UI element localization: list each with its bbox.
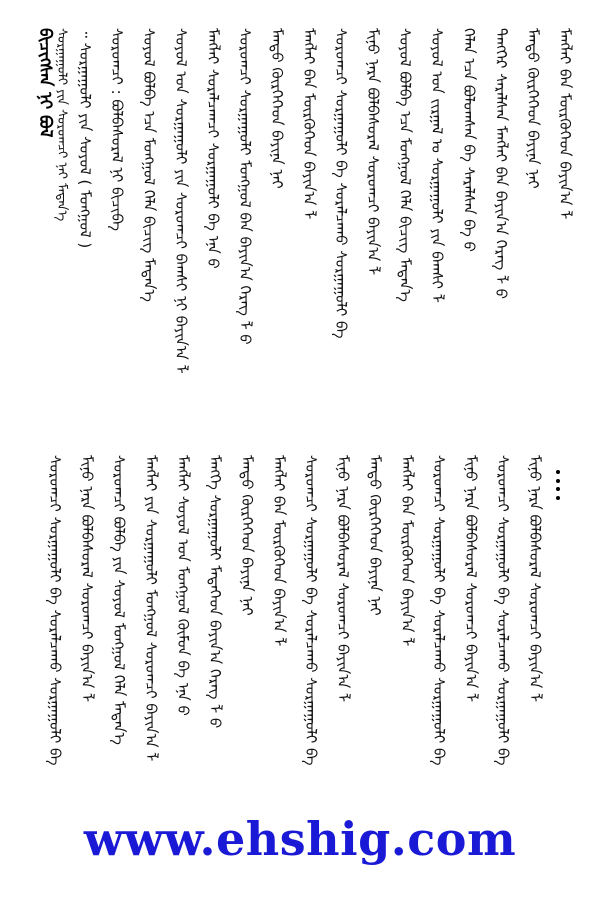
text-column: ᠰᠤᠷᠤᠭᠴᠢ ᠰᠤᠷᠭᠠᠭᠤᠯᠢ ᠪᠠ ᠰᠤᠷᠠᠯᠴᠠᠬᠤ ᠰᠤᠷᠭᠠᠭᠤᠯᠢ ᠪᠠ — [332, 28, 350, 339]
text-column: ᠮᠢᠨᠦ ᠨᠡᠷᠡ ᠪᠣᠯᠪᠠᠰᠤᠷᠠᠯ ᠰᠤᠷᠤᠭᠴᠢ ᠪᠠᠶᠢᠨ᠎ᠠ ᠯ — [334, 455, 352, 703]
text-column: ᠰᠣᠶᠣᠯ ᠤᠨ ᠵᠢᠷᠭᠠᠯ ᠤ ᠰᠤᠷᠭᠠᠭᠤᠯᠢ ᠶᠢᠨ ᠪᠠᠭᠰᠢ ᠯ — [428, 28, 446, 303]
text-column: ᠮᠠᠩᠯᠠᠢ ᠪᠡᠨ ᠮᠦᠷᠭᠦᠭᠡᠳ ᠪᠠᠶᠢᠨ᠎ᠠ ᠯ — [300, 28, 318, 220]
text-column: ᠰᠤᠷᠤᠭᠴᠢ ᠰᠤᠷᠭᠠᠭᠤᠯᠢ ᠪᠠ ᠰᠤᠷᠠᠯᠴᠠᠬᠤ ᠰᠤᠷᠭᠠᠭᠤᠯᠢ ᠪᠠ — [430, 455, 448, 766]
text-column: ᠰᠤᠷᠤᠭᠴᠢ ᠪᠣᠯᠪᠠ ᠶᠢᠨ ᠰᠣᠶᠣᠯ ᠮᠣᠩᠭᠣᠯ ᠬᠡᠯᠡ ᠮᠡᠳᠡᠨ᠎ᠡ — [110, 455, 128, 745]
text-column: ᠰᠣᠶᠣᠯ ᠤᠨ ᠰᠤᠷᠭᠠᠭᠤᠯᠢ ᠶᠢᠨ ᠰᠤᠷᠤᠭᠴᠢ ᠪᠠᠭᠰᠢ ᠨᠢ ᠪᠠᠶᠢᠨ᠎ᠠ ᠯ — [172, 28, 190, 374]
text-column: ᠮᠠᠩᠯᠠᠢ ᠪᠡᠨ ᠮᠦᠷᠭᠦᠭᠡᠳ ᠪᠠᠶᠢᠨ᠎ᠠ ᠯ — [556, 28, 574, 220]
text-column: ᠮᠠᠩᠯᠠᠢ ᠶᠢᠨ ᠰᠤᠷᠭᠠᠭᠤᠯᠢ ᠮᠣᠩᠭᠣᠯ ᠰᠤᠷᠤᠭᠴᠢ ᠪᠠᠶᠢᠨ᠎ᠠ ᠯ — [142, 455, 160, 762]
text-column: ᠮᠠᠩᠯᠠᠢ ᠪᠡᠨ ᠮᠦᠷᠭᠦᠭᠡᠳ ᠪᠠᠶᠢᠨ᠎ᠠ ᠯ — [270, 455, 288, 647]
text-column: ᠰᠤᠷᠭᠠᠭᠤᠯᠢ ᠶᠢᠨ ᠰᠤᠷᠤᠭᠴᠢ ᠨᠠᠢ ᠮᠡᠳᠡᠨ᠎ᠡ — [54, 28, 69, 222]
text-column: ᠰᠣᠶᠣᠯ ᠪᠣᠯᠪᠠ ᠡᠴᠡ ᠮᠣᠩᠭᠣᠯ ᠬᠡᠯᠡ ᠪᠢᠴᠢᠭ ᠮᠡᠳᠡᠨ᠎ᠡ — [396, 28, 414, 302]
text-column: ᠰᠤᠷᠤᠭᠴᠢ ᠰᠤᠷᠭᠠᠭᠤᠯᠢ ᠪᠠ ᠰᠤᠷᠠᠯᠴᠠᠬᠤ ᠰᠤᠷᠭᠠᠭᠤᠯᠢ ᠪᠠ — [302, 455, 320, 766]
text-column: ᠃ ᠰᠤᠷᠭᠠᠭᠤᠯᠢ ᠶᠢᠨ ᠰᠣᠶᠣᠯ ( ᠮᠣᠩᠭᠣᠯ ) — [76, 28, 94, 249]
text-column: ᠮᠢᠨᠦ ᠨᠡᠷᠡ ᠪᠣᠯᠪᠠᠰᠤᠷᠠᠯ ᠰᠤᠷᠤᠭᠴᠢ ᠪᠠᠶᠢᠨ᠎ᠠ ᠯ — [462, 455, 480, 703]
ellipsis-marker — [556, 470, 562, 500]
text-column: ᠮᠡᠨᠳᠦ ᠬᠦᠷᠭᠡᠭᠡᠳ ᠪᠠᠶᠢᠨᠠ ᠨᠠᠢ — [268, 28, 286, 189]
text-column: ᠮᠡᠩᠬᠡ ᠰᠤᠷᠭᠠᠭᠤᠯᠢ ᠮᠡᠳᠡᠭᠡᠳ ᠪᠠᠶᠢᠨ᠎ᠠ ᠬᠡᠷᠡᠭ ᠯ ᠪ — [206, 455, 224, 729]
text-column: ᠲᠡᠩᠭᠡᠷ ᠰᠠᠷᠠᠯᠰᠠᠨ ᠮᠠᠩᠯᠠᠢ ᠪᠡᠨ ᠪᠠᠶᠢᠨ᠎ᠠ ᠬᠡᠷᠡᠭ ᠯ ᠪ — [492, 28, 510, 299]
text-column: ᠮᠢᠨᠦ ᠨᠡᠷᠡ ᠪᠣᠯᠪᠠᠰᠤᠷᠠᠯ ᠰᠤᠷᠤᠭᠴᠢ ᠪᠠᠶᠢᠨ᠎ᠠ ᠯ — [526, 455, 544, 703]
text-column: ᠮᠡᠨᠳᠦ ᠬᠦᠷᠭᠡᠭᠡᠳ ᠪᠠᠶᠢᠨᠠ ᠨᠠᠢ — [366, 455, 384, 616]
text-column: ᠰᠤᠷᠤᠭᠴᠢ ᠰᠤᠷᠭᠠᠭᠤᠯᠢ ᠪᠠ ᠰᠤᠷᠠᠯᠴᠠᠬᠤ ᠰᠤᠷᠭᠠᠭᠤᠯᠢ ᠪᠠ — [494, 455, 512, 766]
text-column: ᠮᠠᠩᠯᠠᠢ ᠰᠤᠷᠠᠯᠴᠠᠭᠴᠢ ᠰᠤᠷᠭᠠᠭᠤᠯᠢ ᠪᠠ ᠡᠨᠡ ᠪ — [204, 28, 222, 269]
website-url[interactable]: www.ehshig.com — [83, 812, 517, 866]
text-column: ᠮᠢᠨᠦ ᠨᠡᠷᠡ ᠪᠣᠯᠪᠠᠰᠤᠷᠠᠯ ᠰᠤᠷᠤᠭᠴᠢ ᠪᠠᠶᠢᠨ᠎ᠠ ᠯ — [364, 28, 382, 276]
text-column: ᠮᠠᠩᠯᠠᠢ ᠰᠣᠶᠣᠯ ᠤᠨ ᠮᠣᠩᠭᠣᠯ ᠬᠦᠮᠦᠨ ᠪᠠ ᠡᠨᠡ ᠪ — [174, 455, 192, 716]
document-title: ᠪᠢᠴᠢᠭᠰᠡᠨ ᠨᠢ ᠪᠤᠯ — [35, 28, 55, 138]
text-column: ᠮᠢᠨᠦ ᠨᠡᠷᠡ ᠪᠣᠯᠪᠠᠰᠤᠷᠠᠯ ᠰᠤᠷᠤᠭᠴᠢ ᠪᠠᠶᠢᠨ᠎ᠠ ᠯ — [78, 455, 96, 703]
text-column: ᠮᠠᠩᠯᠠᠢ ᠪᠡᠨ ᠮᠦᠷᠭᠦᠭᠡᠳ ᠪᠠᠶᠢᠨ᠎ᠠ ᠯ — [398, 455, 416, 647]
text-column: ᠮᠡᠨᠳᠦ ᠬᠦᠷᠭᠡᠭᠡᠳ ᠪᠠᠶᠢᠨᠠ ᠨᠠᠢ — [524, 28, 542, 189]
text-column: ᠮᠡᠨᠳᠦ ᠬᠦᠷᠭᠡᠭᠡᠳ ᠪᠠᠶᠢᠨᠠ ᠨᠠᠢ — [238, 455, 256, 616]
text-column: ᠬᠡᠯᠡᠨ ᠡᠴᠡ ᠪᠣᠯᠣᠭᠰᠠᠨ ᠪᠡ ᠰᠠᠷᠠᠯᠰᠠᠨ ᠪᠡ ᠪ — [460, 28, 478, 252]
text-column: ᠰᠤᠷᠤᠭᠴᠢ : ᠪᠣᠯᠪᠠᠰᠤᠷᠠᠯ ᠨᠢ ᠪᠢᠴᠢᠪᠡ — [108, 28, 126, 232]
text-column: ᠰᠣᠶᠣᠯ ᠪᠣᠯᠪᠠ ᠡᠴᠡ ᠮᠣᠩᠭᠣᠯ ᠬᠡᠯᠡ ᠪᠢᠴᠢᠭ ᠮᠡᠳᠡᠨ᠎ᠡ — [140, 28, 158, 302]
text-column: ᠰᠤᠷᠤᠭᠴᠢ ᠰᠤᠷᠭᠠᠭᠤᠯᠢ ᠪᠠ ᠰᠤᠷᠠᠯᠴᠠᠬᠤ ᠰᠤᠷᠭᠠᠭᠤᠯᠢ ᠪᠠ — [46, 455, 64, 766]
text-column: ᠰᠤᠷᠤᠭᠴᠢ ᠰᠤᠷᠭᠠᠭᠤᠯᠢ ᠮᠣᠩᠭᠣᠯ ᠪᠡᠨ ᠪᠠᠶᠢᠨ᠎ᠠ ᠬᠡᠷᠡᠭ ᠯ ᠪ — [236, 28, 254, 345]
